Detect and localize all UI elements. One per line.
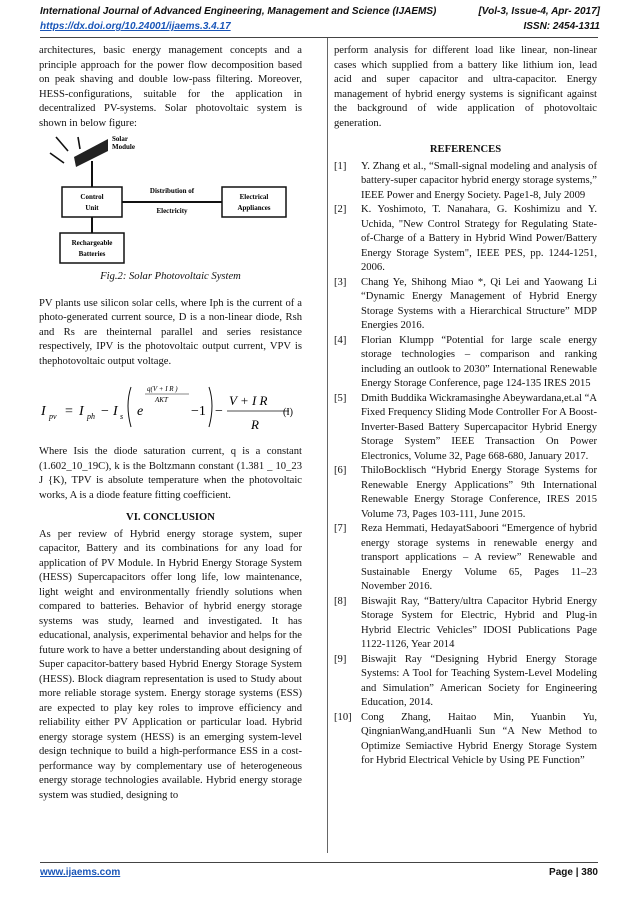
reference-number: [4] <box>334 334 347 346</box>
reference-item <box>334 464 597 522</box>
equation-graphic <box>39 371 302 439</box>
volume-info: [Vol-3, Issue-4, Apr- 2017] <box>478 6 600 17</box>
reference-item <box>334 595 597 653</box>
reference-number: [8] <box>334 595 347 607</box>
conclusion-heading: VI. CONCLUSION <box>126 512 215 523</box>
reference-text: K. Yoshimoto, T. Nanahara, G. Koshimizu and Y. Uchida, "New Control Strategy for Regulating State-of-Charge of a Battery in Hybrid Wind Power/Battery Energy Storage System", IEEE PES, pp. 1244-1251, 2006. <box>361 204 597 273</box>
reference-number: [1] <box>334 160 347 172</box>
reference-item <box>334 160 597 204</box>
site-link[interactable]: www.ijaems.com <box>40 867 121 878</box>
eq-minus-2: − <box>215 404 223 419</box>
conclusion-paragraph: As per review of Hybrid energy storage system, super capacitor, Battery and its combinations for any load for application of PV Module. In Hybrid Energy Storage System (HESS) Supercapacitors offer long life, low maintenance, light weight and environmentally friendly solutions when compared to batteries. Behavior of hybrid energy storage systems was study, learned and investigated. It has educational, analysis, experimental behavior and helps for the future work to have a better understanding about designing of Super capacitor-battery based Hybrid Energy Storage System (HESS). Block diagram representation is used to Study about more reliable storage system. Energy storage systems (ESS) are expected to play key roles to improve efficiency and reliability either PV Application or particular load. Hybrid energy storage system (HESS) is an emerging system-level design technique to build a high-performance ESS in a cost-performance way by complementary use of heterogeneous energy storage technologies available. Hybrid energy storage system was studied, designing to <box>39 528 302 801</box>
eq-ipv: I <box>41 404 46 419</box>
solar-pv-system-diagram <box>46 135 296 265</box>
eq-ipv-sub: pv <box>49 412 57 421</box>
eq-is: I <box>113 404 118 419</box>
control-label-2: Unit <box>84 204 99 212</box>
eq-minus-one: −1 <box>191 404 206 419</box>
references-heading: REFERENCES <box>429 144 502 155</box>
reference-item <box>334 203 597 276</box>
reference-item <box>334 653 597 711</box>
header-rule <box>40 37 598 38</box>
figure-caption: Fig.2: Solar Photovoltaic System <box>100 271 241 282</box>
reference-item <box>334 334 597 392</box>
reference-number: [9] <box>334 653 347 665</box>
eq-iph: I <box>79 404 84 419</box>
reference-item <box>334 522 597 595</box>
reference-item <box>334 276 597 334</box>
eq-frac-den: R <box>251 417 259 432</box>
reference-text: ThiloBocklisch “Hybrid Energy Storage Systems for Renewable Energy Applications” 9th International Renewable Energy Storage Conference, IRES 2015 Volume 73, Pages 103-111, June 2015. <box>361 465 597 520</box>
batteries-label-2: Batteries <box>78 250 105 258</box>
reference-text: Cong Zhang, Haitao Min, Yuanbin Yu, QingnianWang,andHuanli Sun “A New Method to Optimize Semiactive Hybrid Energy Storage System for Hybrid Electrical Vehicle by Using PE Function” <box>361 711 597 766</box>
reference-number: [2] <box>334 204 347 215</box>
eq-e: e <box>137 404 144 419</box>
reference-text: Biswajit Ray “Designing Hybrid Energy Storage Systems: A Tool for Teaching System-Level Modeling and Simulation” American Society for Engineering Education, 2014. <box>361 653 597 708</box>
pv-equation <box>39 371 302 439</box>
reference-number: [5] <box>334 392 347 404</box>
left-paragraph-1: architectures, basic energy management concepts and a principle approach for the power flow decomposition based on peak shaving and double low-pass filtering. Moreover, HESS-configurations, suitable for the application in decentralized PV-systems. Solar photovoltaic system is shown in below figure: <box>39 45 302 129</box>
footer-rule <box>40 862 598 863</box>
reference-number: [3] <box>334 276 347 288</box>
reference-item <box>334 711 597 769</box>
eq-exp-den: AKT <box>155 396 168 404</box>
left-paragraph-2: PV plants use silicon solar cells, where Iph is the current of a photo-generated current source, D is a non-linear diode, Rsh and Rs are theinternal parallel and series resistance respectively, IPV is the photovoltaic output current, VPV is thephotovoltaic output voltage. <box>39 297 302 367</box>
doi-link[interactable]: https://dx.doi.org/10.24001/ijaems.3.4.17 <box>40 21 231 32</box>
eq-minus: − <box>101 404 109 419</box>
reference-text: Biswajit Ray, “Battery/ultra Capacitor Hybrid Energy Storage System for Electric, Hybrid and Plug-in Hybrid Electric Vehicles” IDOSI Publications Page 1122-1126, Year 2014 <box>361 595 597 650</box>
page-number: Page | 380 <box>549 867 598 878</box>
solar-label-1: Solar <box>111 135 128 143</box>
issn: ISSN: 2454-1311 <box>523 21 600 32</box>
control-unit-box <box>62 187 122 217</box>
left-column <box>39 44 302 803</box>
appliances-label-1: Electrical <box>239 193 268 201</box>
eq-exp-num: q(V + I R ) <box>147 385 178 393</box>
control-label-1: Control <box>79 193 104 201</box>
reference-number: [6] <box>334 465 347 476</box>
eq-is-sub: s <box>120 412 124 421</box>
running-header <box>40 6 600 20</box>
reference-number: [10] <box>334 711 352 723</box>
references-list <box>334 160 597 769</box>
electrical-appliances-box <box>222 187 286 217</box>
right-paragraph-1: perform analysis for different load like linear, non-linear cases which supplied from a battery like lithium ion, lead acid and super capacitor and ultra-capacitor. Energy management of hybrid energy systems is significant against the background of wide application of photovoltaic generation. <box>334 45 597 129</box>
distribution-label-2: Electricity <box>155 207 188 215</box>
journal-title: International Journal of Advanced Engineering, Management and Science (IJAEMS) <box>40 6 437 17</box>
reference-text: Florian Klumpp “Potential for large scale energy storage technologies – comparison and ranking including an outlook to 2030” International Renewable Energy Storage Conference, page 124-135 IRES 2015 <box>361 334 597 389</box>
reference-item <box>334 392 597 465</box>
reference-number: [7] <box>334 523 347 534</box>
distribution-label-1: Distribution of <box>149 187 194 195</box>
column-separator <box>327 38 328 853</box>
eq-frac-num: V + I R <box>229 393 268 408</box>
left-paragraph-3: Where Isis the diode saturation current, q is a constant (1.602_10_19C), k is the Boltzmann constant (1.381 _ 10_23 J {K), TPV is absolute temperature when the photovoltaic works, A is a diode feature fitting coefficient. <box>39 446 302 501</box>
reference-text: Dmith Buddika Wickramasinghe Abeywardana,et.al “A Fixed Frequency Sliding Mode Controller For A Boost-Inverter-Based Battery Supercapacitor Hybrid Energy Storage System” IEEE Transaction On Power Electronics, Volume 32, Page 668-680, January 2017. <box>361 392 597 462</box>
eq-equals: = <box>65 404 73 419</box>
reference-text: Chang Ye, Shihong Miao *, Qi Lei and Yaowang Li “Dynamic Energy Management of Hybrid Energy Storage Systems with a Hierarchical Structure” MDP Energies 2016. <box>361 276 597 331</box>
eq-label: (I) <box>283 407 293 418</box>
reference-text: Y. Zhang et al., “Small-signal modeling and analysis of battery-super capacitor hybrid energy storage systems,” IEEE Power and Energy Society. Page1-8, July 2009 <box>361 160 597 201</box>
eq-iph-sub: ph <box>87 412 95 421</box>
appliances-label-2: Appliances <box>236 204 271 212</box>
batteries-label-1: Rechargeable <box>71 239 112 247</box>
doi-header <box>40 21 600 35</box>
reference-text: Reza Hemmati, HedayatSaboori “Emergence of hybrid energy storage systems in renewable energy and transport applications – A review” Renewable and Sustainable Energy Volume 65, Pages 11–23 November 2016. <box>361 523 597 592</box>
right-column <box>334 44 597 769</box>
solar-label-2: Module <box>111 143 135 151</box>
batteries-box <box>60 233 124 263</box>
